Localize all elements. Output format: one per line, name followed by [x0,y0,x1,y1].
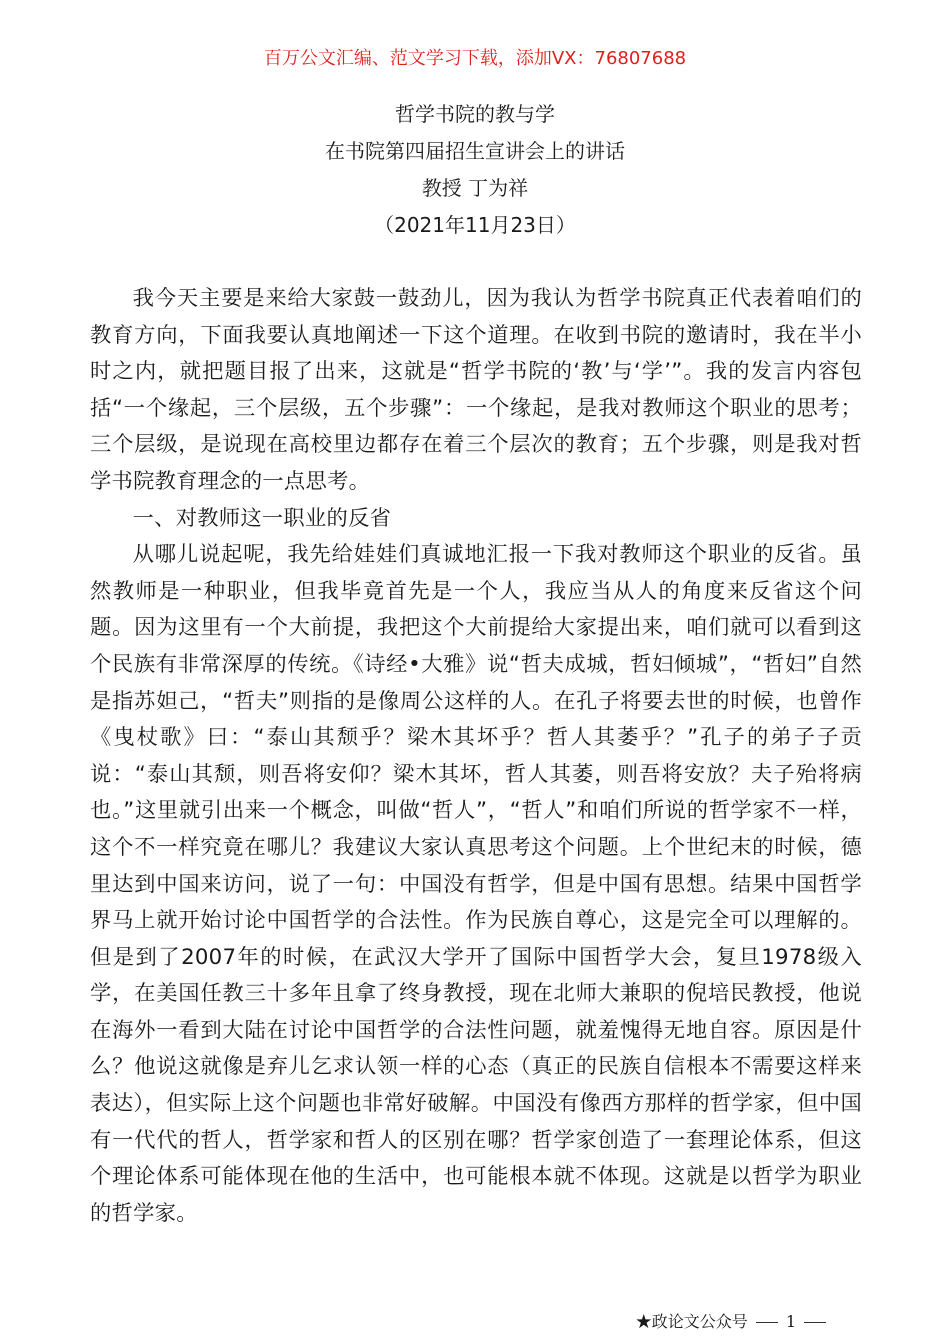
body-paragraph: 我今天主要是来给大家鼓一鼓劲儿，因为我认为哲学书院真正代表着咱们的教育方向，下面我要认真地阐述一下这个道理。在收到书院的邀请时，我在半小时之内，就把题目报了出来，这就是“哲学书院的‘教’与‘学’”。我的发言内容包括“一个缘起，三个层级，五个步骤”：一个缘起，是我对教师这个职业的思考；三个层级，是说现在高校里边都存在着三个层次的教育；五个步骤，则是我对哲学书院教育理念的一点思考。 [90,286,862,494]
page-footer [636,1310,834,1334]
body-paragraph: 从哪儿说起呢，我先给娃娃们真诚地汇报一下我对教师这个职业的反省。虽然教师是一种职业，但我毕竟首先是一个人，我应当从人的角度来反省这个问题。因为这里有一个大前提，我把这个大前提给大家提出来，咱们就可以看到这个民族有非常深厚的传统。《诗经•大雅》说“哲夫成城，哲妇倾城”，“哲妇”自然是指苏妲己，“哲夫”则指的是像周公这样的人。在孔子将要去世的时候，也曾作《曳杖歌》曰：“泰山其颓乎？梁木其坏乎？哲人其萎乎？”孔子的弟子子贡说：“泰山其颓，则吾将安仰？梁木其坏，哲人其萎，则吾将安放？夫子殆将病也。”这里就引出来一个概念，叫做“哲人”，“哲人”和咱们所说的哲学家不一样，这个不一样究竟在哪儿？我建议大家认真思考这个问题。上个世纪末的时候，德里达到中国来访问，说了一句：中国没有哲学，但是中国有思想。结果中国哲学界马上就开始讨论中国哲学的合法性。作为民族自尊心，这是完全可以理解的。但是到了2007年的时候，在武汉大学开了国际中国哲学大会，复旦1978级入学，在美国任教三十多年且拿了终身教授，现在北师大兼职的倪培民教授，他说在海外一看到大陆在讨论中国哲学的合法性问题，就羞愧得无地自容。原因是什么？他说这就像是弃儿乞求认领一样的心态（真正的民族自信根本不需要这样来表达），但实际上这个问题也非常好破解。中国没有像西方那样的哲学家，但中国有一代代的哲人，哲学家和哲人的区别在哪？哲学家创造了一套理论体系，但这个理论体系可能体现在他的生活中，也可能根本就不体现。这就是以哲学为职业的哲学家。 [90,542,862,1226]
footer-dash-right [804,1322,826,1323]
section-heading: 一、对教师这一职业的反省 [132,505,392,531]
footer-dash-left [756,1322,778,1323]
document-title: 哲学书院的教与学 [395,102,555,126]
title-block [0,96,950,244]
author-line: 教授 丁为祥 [421,176,529,200]
promo-banner: 百万公文汇编、范文学习下载，添加VX：76807688 [263,48,687,69]
document-subtitle: 在书院第四届招生宣讲会上的讲话 [325,139,625,163]
page-number: 1 [785,1312,796,1331]
date-line: （2021年11月23日） [374,213,576,237]
document-body [90,281,862,1232]
footer-source: ★政论文公众号 [635,1312,748,1331]
